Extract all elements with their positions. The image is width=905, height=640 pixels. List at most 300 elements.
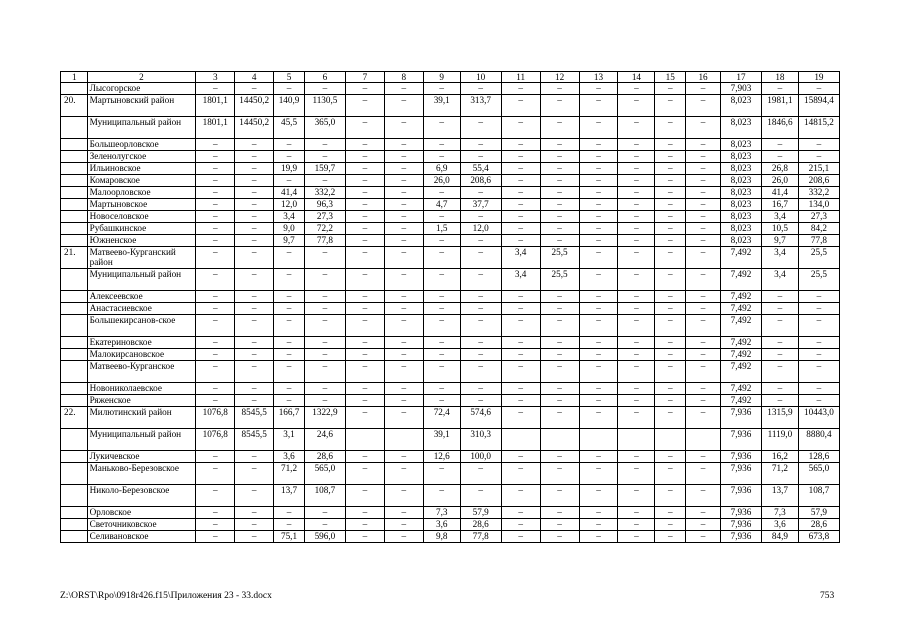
table-cell	[501, 429, 540, 451]
table-cell: –	[501, 291, 540, 303]
table-cell: –	[345, 361, 384, 383]
table-cell: –	[655, 139, 686, 151]
table-cell: –	[384, 211, 423, 223]
table-cell: 71,2	[761, 463, 798, 485]
table-cell: –	[686, 163, 721, 175]
column-header: 3	[196, 72, 235, 83]
data-table	[60, 71, 840, 543]
table-cell: –	[235, 151, 274, 163]
table-cell: –	[686, 395, 721, 407]
table-cell: –	[501, 117, 540, 139]
table-cell: 1801,1	[196, 117, 235, 139]
table-cell: 39,1	[423, 95, 460, 117]
row-number-cell: 21.	[61, 247, 88, 269]
table-cell: 9,7	[761, 235, 798, 247]
table-cell: –	[618, 507, 655, 519]
row-number-cell	[61, 163, 88, 175]
row-label-cell: Малокирсановское	[87, 349, 196, 361]
row-number-cell	[61, 117, 88, 139]
table-cell: –	[384, 247, 423, 269]
table-cell: 16,2	[761, 451, 798, 463]
table-cell: –	[540, 485, 579, 507]
table-cell: –	[501, 349, 540, 361]
table-cell: –	[618, 303, 655, 315]
table-cell: –	[235, 395, 274, 407]
table-cell: –	[501, 223, 540, 235]
row-number-cell	[61, 531, 88, 543]
table-cell: –	[274, 269, 305, 291]
table-cell: –	[501, 337, 540, 349]
table-cell: 215,1	[798, 163, 839, 175]
table-cell: 3,6	[423, 519, 460, 531]
table-cell: –	[304, 361, 345, 383]
table-cell: –	[384, 175, 423, 187]
table-cell: –	[304, 291, 345, 303]
table-cell: –	[655, 507, 686, 519]
table-cell: 10443,0	[798, 407, 839, 429]
table-cell: –	[235, 361, 274, 383]
table-cell: –	[686, 291, 721, 303]
table-cell: –	[618, 407, 655, 429]
table-cell: –	[501, 315, 540, 337]
table-cell: –	[196, 291, 235, 303]
table-cell: –	[235, 507, 274, 519]
table-cell: –	[579, 361, 618, 383]
table-cell: –	[761, 315, 798, 337]
table-cell: 13,7	[274, 485, 305, 507]
table-cell: –	[686, 383, 721, 395]
row-number-cell: 22.	[61, 407, 88, 429]
table-row	[61, 151, 840, 163]
table-row	[61, 349, 840, 361]
table-cell: –	[196, 303, 235, 315]
table-cell: –	[655, 95, 686, 117]
table-cell: 1322,9	[304, 407, 345, 429]
table-cell: 128,6	[798, 451, 839, 463]
row-number-cell	[61, 269, 88, 291]
row-number-cell	[61, 463, 88, 485]
table-row	[61, 303, 840, 315]
table-cell: –	[345, 451, 384, 463]
table-cell: 100,0	[460, 451, 501, 463]
row-label-cell: Матвеево-Курганское	[87, 361, 196, 383]
table-cell: 25,5	[798, 269, 839, 291]
table-cell: –	[501, 395, 540, 407]
table-cell: –	[196, 175, 235, 187]
table-cell: –	[384, 139, 423, 151]
table-cell: –	[579, 139, 618, 151]
table-cell: –	[345, 139, 384, 151]
table-cell: –	[196, 507, 235, 519]
table-cell: –	[798, 151, 839, 163]
table-cell: –	[540, 507, 579, 519]
table-cell: 8,023	[720, 151, 761, 163]
table-cell: –	[460, 211, 501, 223]
row-label-cell: Новониколаевское	[87, 383, 196, 395]
table-cell: –	[686, 315, 721, 337]
table-cell: 565,0	[304, 463, 345, 485]
table-cell: –	[686, 235, 721, 247]
row-number-cell	[61, 211, 88, 223]
table-cell: –	[655, 151, 686, 163]
table-cell: 26,0	[761, 175, 798, 187]
table-cell: –	[501, 211, 540, 223]
table-cell: –	[686, 303, 721, 315]
table-cell: –	[345, 519, 384, 531]
table-cell: –	[686, 199, 721, 211]
table-cell: –	[384, 383, 423, 395]
table-cell: –	[423, 485, 460, 507]
table-row	[61, 139, 840, 151]
table-cell: 1076,8	[196, 407, 235, 429]
table-cell: –	[196, 349, 235, 361]
table-cell: –	[655, 451, 686, 463]
table-cell: 25,5	[540, 269, 579, 291]
row-label-cell: Анастасиевское	[87, 303, 196, 315]
row-number-cell	[61, 519, 88, 531]
table-cell: 310,3	[460, 429, 501, 451]
table-cell: 8,023	[720, 117, 761, 139]
table-cell: 7,936	[720, 485, 761, 507]
table-cell: –	[460, 303, 501, 315]
table-cell: –	[235, 291, 274, 303]
table-cell: –	[686, 151, 721, 163]
table-cell: 25,5	[798, 247, 839, 269]
table-cell: 7,3	[423, 507, 460, 519]
column-header: 2	[87, 72, 196, 83]
table-cell: –	[798, 383, 839, 395]
table-row	[61, 383, 840, 395]
table-cell: –	[618, 199, 655, 211]
table-cell: –	[345, 187, 384, 199]
table-cell: –	[540, 211, 579, 223]
table-cell: 7,903	[720, 83, 761, 95]
table-cell: –	[618, 349, 655, 361]
row-number-cell	[61, 395, 88, 407]
table-cell: –	[501, 463, 540, 485]
table-cell: –	[579, 485, 618, 507]
table-cell: –	[235, 211, 274, 223]
table-cell: –	[460, 291, 501, 303]
table-cell	[345, 429, 384, 451]
table-cell: 39,1	[423, 429, 460, 451]
table-cell	[655, 429, 686, 451]
table-cell: –	[345, 531, 384, 543]
table-row	[61, 337, 840, 349]
row-label-cell: Большеорловское	[87, 139, 196, 151]
column-header: 5	[274, 72, 305, 83]
table-cell: –	[618, 383, 655, 395]
table-cell: –	[618, 175, 655, 187]
table-cell: –	[304, 337, 345, 349]
table-cell: –	[540, 199, 579, 211]
table-cell: –	[304, 519, 345, 531]
table-cell: –	[618, 463, 655, 485]
table-cell: 24,6	[304, 429, 345, 451]
table-cell: 96,3	[304, 199, 345, 211]
table-cell: 673,8	[798, 531, 839, 543]
table-cell: 208,6	[798, 175, 839, 187]
table-cell: 26,0	[423, 175, 460, 187]
table-cell: –	[540, 337, 579, 349]
table-cell: –	[798, 349, 839, 361]
table-cell: –	[501, 303, 540, 315]
table-cell: –	[655, 361, 686, 383]
table-cell: –	[540, 83, 579, 95]
table-cell: –	[345, 95, 384, 117]
table-cell: 8,023	[720, 199, 761, 211]
table-cell: –	[235, 235, 274, 247]
table-cell: –	[579, 95, 618, 117]
table-row	[61, 83, 840, 95]
table-cell: –	[460, 83, 501, 95]
table-cell: –	[686, 247, 721, 269]
table-cell: –	[345, 199, 384, 211]
table-cell: 72,4	[423, 407, 460, 429]
table-cell: 108,7	[304, 485, 345, 507]
column-header: 15	[655, 72, 686, 83]
table-cell: 77,8	[798, 235, 839, 247]
table-cell: –	[304, 139, 345, 151]
table-cell: 8545,5	[235, 407, 274, 429]
row-number-cell	[61, 303, 88, 315]
table-cell: –	[304, 151, 345, 163]
table-cell: –	[761, 303, 798, 315]
table-cell: 8,023	[720, 223, 761, 235]
table-cell: –	[540, 187, 579, 199]
table-cell: –	[345, 303, 384, 315]
table-cell: –	[501, 507, 540, 519]
table-cell: –	[798, 315, 839, 337]
row-label-cell: Мартыновское	[87, 199, 196, 211]
table-cell: –	[655, 223, 686, 235]
table-cell: –	[618, 117, 655, 139]
table-cell: –	[540, 235, 579, 247]
row-number-cell	[61, 451, 88, 463]
row-label-cell: Муниципальный район	[87, 117, 196, 139]
table-cell: –	[235, 83, 274, 95]
table-cell: –	[274, 83, 305, 95]
table-cell: –	[540, 451, 579, 463]
table-cell: –	[274, 337, 305, 349]
footer-file-path: Z:\ORST\Rpo\0918r426.f15\Приложения 23 - 33.docx	[60, 591, 272, 601]
table-cell: –	[196, 383, 235, 395]
table-cell: –	[384, 163, 423, 175]
table-row	[61, 451, 840, 463]
column-header: 11	[501, 72, 540, 83]
table-cell: 140,9	[274, 95, 305, 117]
table-cell: –	[579, 247, 618, 269]
table-cell: –	[501, 383, 540, 395]
table-cell: 8,023	[720, 163, 761, 175]
table-cell: –	[501, 163, 540, 175]
table-cell: –	[618, 187, 655, 199]
table-cell: –	[579, 151, 618, 163]
table-cell: 55,4	[460, 163, 501, 175]
table-cell: 365,0	[304, 117, 345, 139]
table-cell: 313,7	[460, 95, 501, 117]
table-cell: –	[686, 485, 721, 507]
table-cell: –	[501, 407, 540, 429]
table-cell: –	[618, 95, 655, 117]
table-cell: –	[235, 163, 274, 175]
table-cell: 7,3	[761, 507, 798, 519]
table-cell: –	[423, 187, 460, 199]
table-cell: –	[761, 337, 798, 349]
table-cell: –	[501, 531, 540, 543]
table-cell: –	[460, 361, 501, 383]
table-cell: –	[384, 349, 423, 361]
table-cell: –	[460, 463, 501, 485]
table-cell: –	[686, 223, 721, 235]
table-cell: 9,0	[274, 223, 305, 235]
table-cell	[384, 429, 423, 451]
table-cell: –	[579, 211, 618, 223]
table-cell: –	[686, 95, 721, 117]
table-cell: –	[501, 235, 540, 247]
table-cell: –	[345, 507, 384, 519]
table-cell: –	[618, 235, 655, 247]
table-cell: –	[618, 211, 655, 223]
column-header: 10	[460, 72, 501, 83]
table-cell: –	[579, 235, 618, 247]
table-cell: –	[423, 337, 460, 349]
table-cell: –	[579, 507, 618, 519]
table-cell: –	[196, 139, 235, 151]
table-cell: –	[579, 303, 618, 315]
table-cell: –	[540, 291, 579, 303]
column-header: 17	[720, 72, 761, 83]
table-cell: –	[423, 383, 460, 395]
table-cell: –	[761, 83, 798, 95]
table-cell: –	[501, 151, 540, 163]
table-cell: –	[423, 83, 460, 95]
row-label-cell: Орловское	[87, 507, 196, 519]
row-label-cell: Селивановское	[87, 531, 196, 543]
table-cell: 596,0	[304, 531, 345, 543]
row-label-cell: Муниципальный район	[87, 429, 196, 451]
row-number-cell	[61, 175, 88, 187]
row-label-cell: Большекирсанов-ское	[87, 315, 196, 337]
row-label-cell: Муниципальный район	[87, 269, 196, 291]
table-cell: 4,7	[423, 199, 460, 211]
table-cell: –	[618, 223, 655, 235]
table-cell: 1130,5	[304, 95, 345, 117]
table-cell: 27,3	[798, 211, 839, 223]
row-label-cell: Малоорловское	[87, 187, 196, 199]
table-header-row	[61, 72, 840, 83]
table-cell: 77,8	[304, 235, 345, 247]
table-cell: –	[460, 349, 501, 361]
column-header: 18	[761, 72, 798, 83]
table-cell: –	[196, 451, 235, 463]
table-cell: 1076,8	[196, 429, 235, 451]
table-cell: –	[384, 235, 423, 247]
table-cell: –	[384, 187, 423, 199]
table-cell: –	[345, 211, 384, 223]
table-row	[61, 395, 840, 407]
row-number-cell	[61, 187, 88, 199]
table-cell: 7,492	[720, 303, 761, 315]
table-cell: –	[196, 151, 235, 163]
table-row	[61, 117, 840, 139]
table-cell: –	[501, 451, 540, 463]
table-cell: –	[235, 337, 274, 349]
table-cell: –	[460, 151, 501, 163]
table-cell: –	[274, 139, 305, 151]
table-row	[61, 531, 840, 543]
table-cell: –	[460, 485, 501, 507]
table-cell: –	[460, 383, 501, 395]
table-cell: –	[540, 95, 579, 117]
table-cell: –	[501, 485, 540, 507]
table-cell: –	[686, 337, 721, 349]
table-cell: –	[384, 199, 423, 211]
table-cell: –	[235, 531, 274, 543]
table-cell: –	[345, 163, 384, 175]
column-header: 16	[686, 72, 721, 83]
table-cell: –	[501, 361, 540, 383]
row-number-cell	[61, 83, 88, 95]
table-cell: –	[345, 247, 384, 269]
table-cell: 75,1	[274, 531, 305, 543]
row-number-cell	[61, 507, 88, 519]
table-cell: –	[235, 187, 274, 199]
table-cell: 7,492	[720, 395, 761, 407]
table-cell: –	[798, 291, 839, 303]
table-cell: –	[384, 95, 423, 117]
table-cell: –	[196, 199, 235, 211]
table-cell: –	[618, 139, 655, 151]
table-cell: –	[540, 407, 579, 429]
table-cell: 1801,1	[196, 95, 235, 117]
table-cell: –	[579, 531, 618, 543]
table-cell: –	[345, 235, 384, 247]
row-number-cell	[61, 199, 88, 211]
table-cell: –	[540, 315, 579, 337]
table-cell: 57,9	[460, 507, 501, 519]
table-cell: 8545,5	[235, 429, 274, 451]
table-cell: –	[423, 247, 460, 269]
table-cell: –	[384, 485, 423, 507]
table-cell: –	[618, 151, 655, 163]
table-cell: –	[579, 187, 618, 199]
table-cell: 16,7	[761, 199, 798, 211]
table-cell: –	[579, 269, 618, 291]
table-cell: –	[540, 531, 579, 543]
table-cell: –	[460, 117, 501, 139]
table-cell: –	[345, 349, 384, 361]
table-cell: –	[686, 451, 721, 463]
table-cell: –	[384, 269, 423, 291]
table-cell: –	[501, 83, 540, 95]
table-cell: –	[345, 407, 384, 429]
table-cell: 7,936	[720, 451, 761, 463]
table-cell: –	[686, 269, 721, 291]
table-cell: –	[274, 507, 305, 519]
table-cell: –	[384, 519, 423, 531]
table-cell: –	[384, 407, 423, 429]
table-cell: –	[274, 395, 305, 407]
table-cell: –	[655, 269, 686, 291]
table-cell: 7,936	[720, 407, 761, 429]
table-row	[61, 407, 840, 429]
table-cell: –	[384, 507, 423, 519]
table-cell: –	[196, 531, 235, 543]
table-cell: –	[798, 395, 839, 407]
table-cell: –	[274, 383, 305, 395]
row-label-cell: Лукичевское	[87, 451, 196, 463]
